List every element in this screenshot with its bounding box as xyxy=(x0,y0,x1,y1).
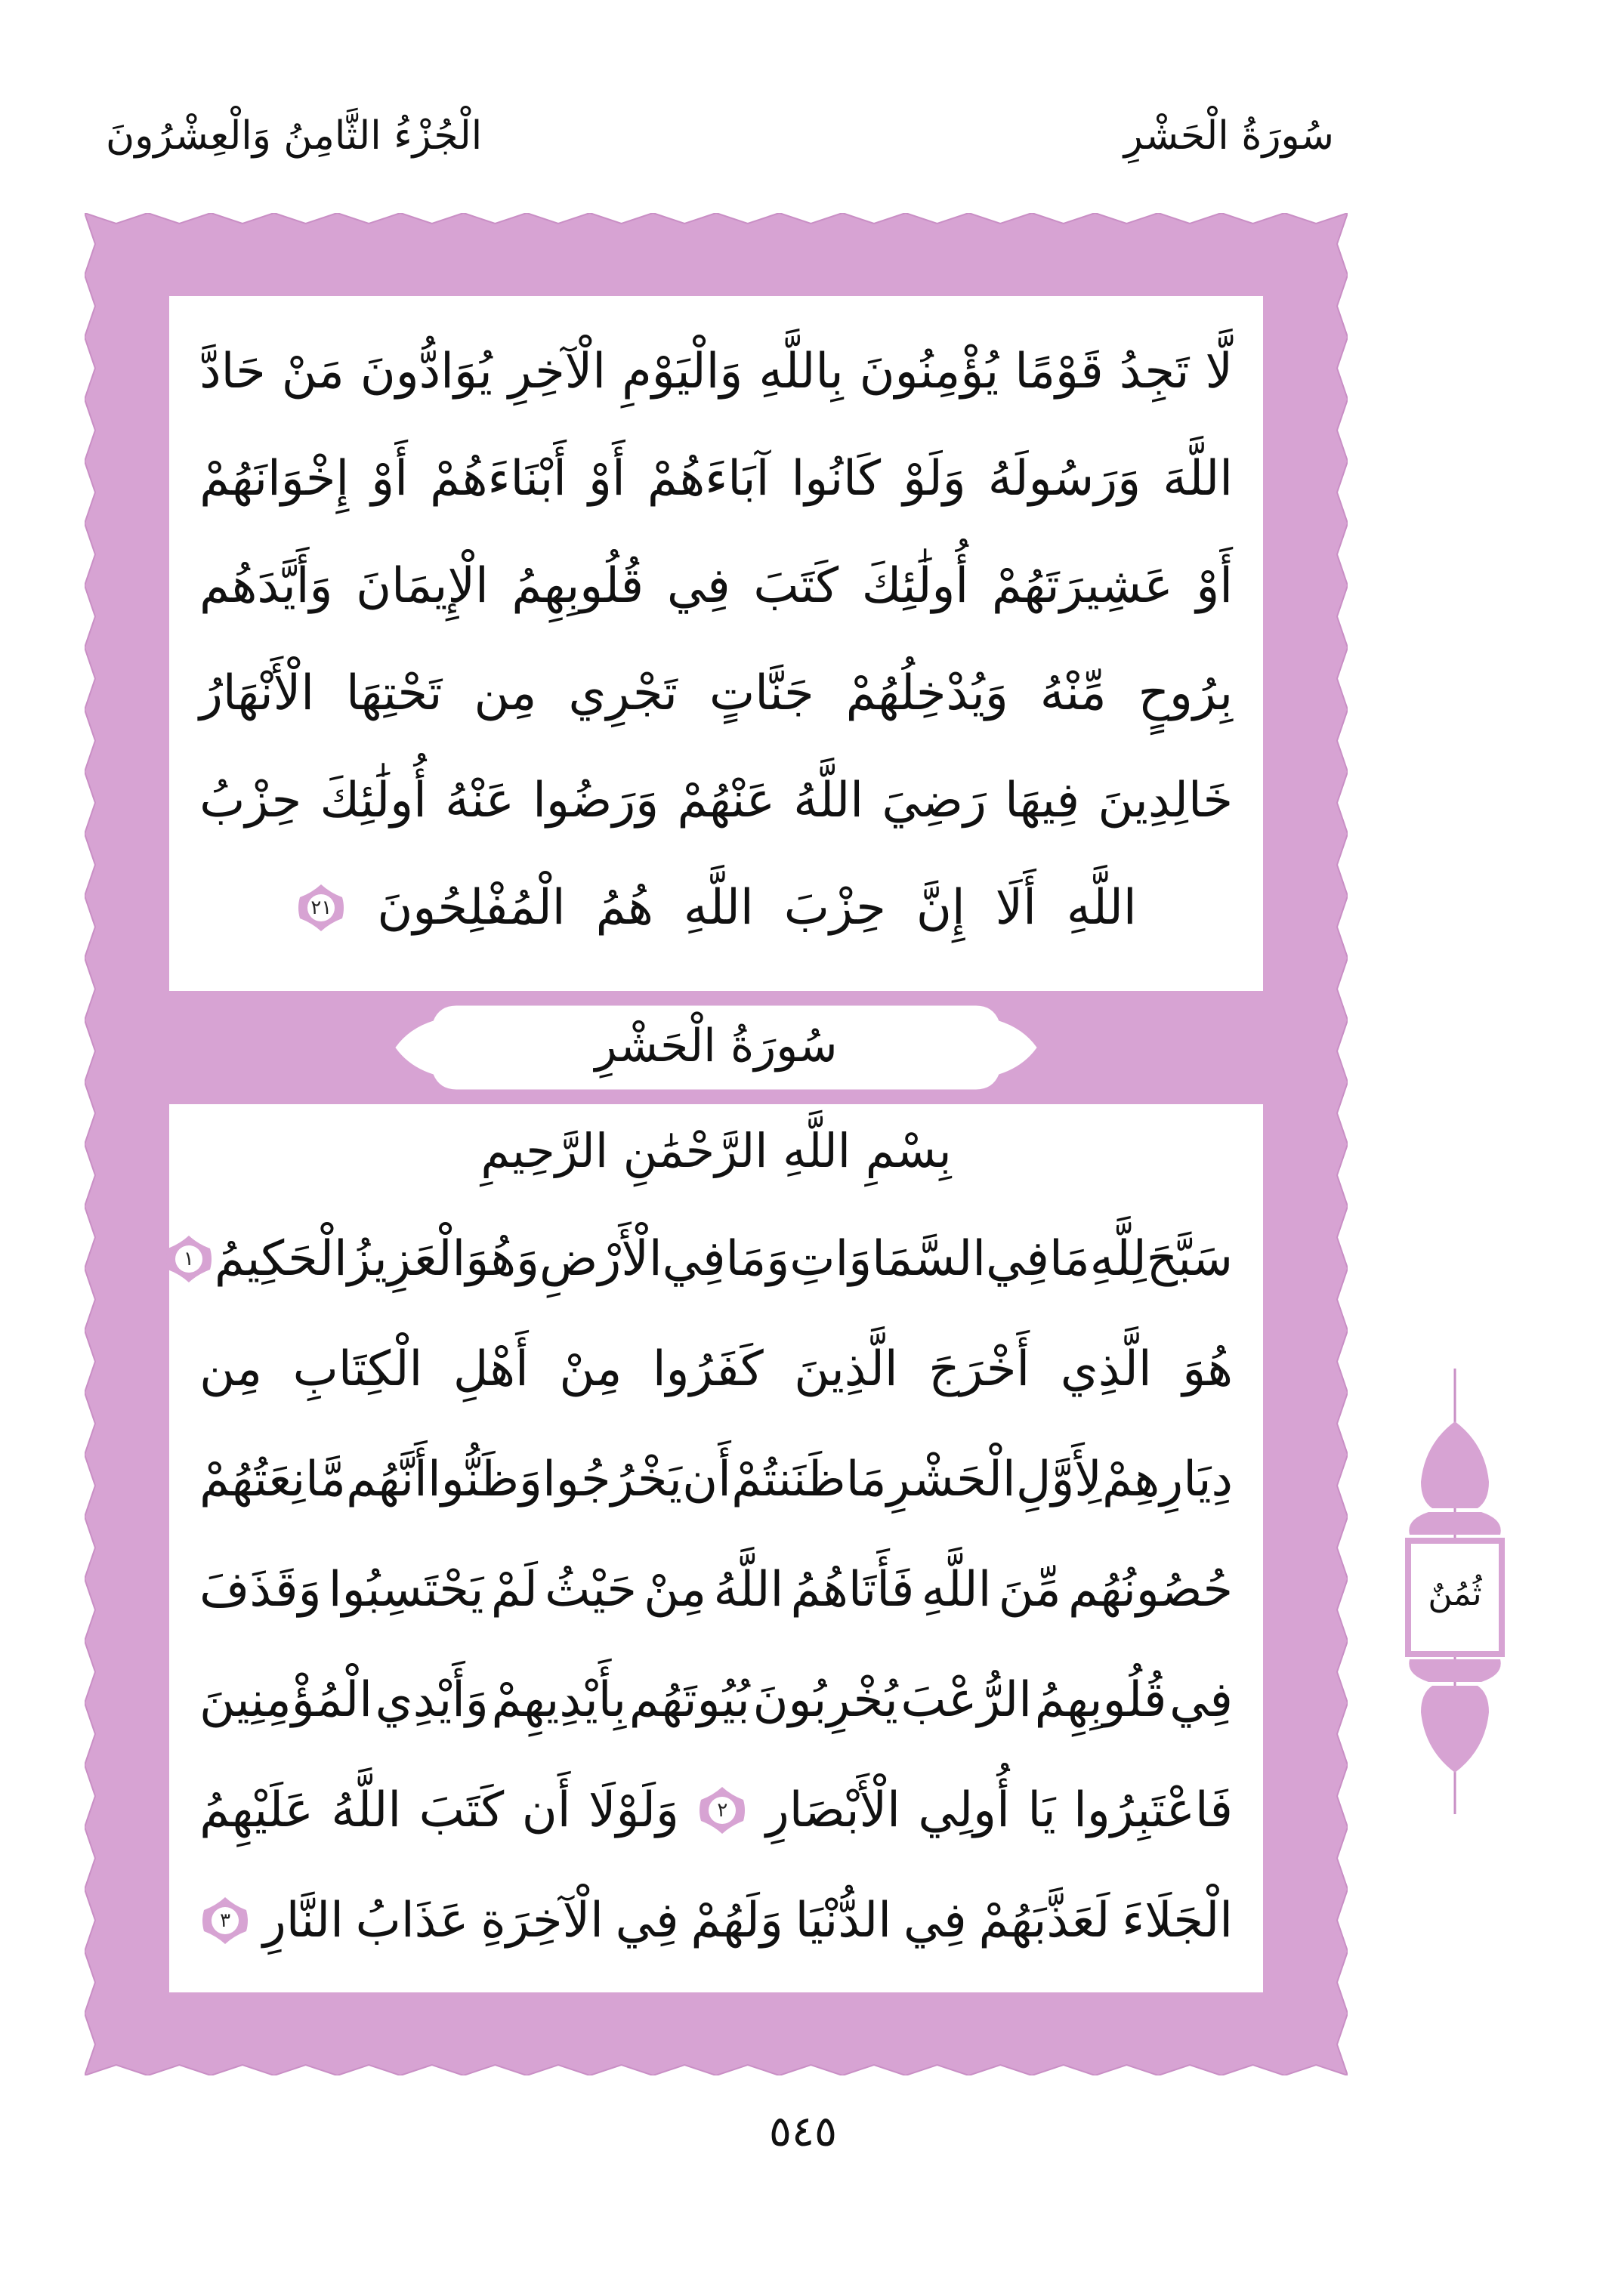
verse-word: اللَّهُ xyxy=(713,1562,784,1618)
basmala: بِسْمِ اللَّهِ الرَّحْمَٰنِ الرَّحِيمِ xyxy=(480,1123,952,1178)
verse-word: فِي xyxy=(1169,1672,1233,1728)
verse-word: اللَّهِ xyxy=(683,880,754,936)
verse-word: كَانُوا xyxy=(791,451,882,507)
verse-word: أَبْنَاءَهُمْ xyxy=(430,451,567,507)
verse-word: تَجْرِي xyxy=(568,665,678,721)
verse-word: السَّمَاوَاتِ xyxy=(789,1231,987,1287)
verse-word: فِيهَا xyxy=(1005,773,1080,829)
verse-word: دِيَارِهِمْ xyxy=(1101,1452,1233,1508)
verse-word: تَجِدُ xyxy=(1119,344,1190,400)
verse-word: الْأَبْصَارِ xyxy=(765,1782,900,1838)
ayah-number: ٢١ xyxy=(310,896,332,919)
verse-word: حِزْبُ xyxy=(199,773,302,829)
verse-word: وَلَهُمْ xyxy=(690,1893,783,1949)
verse-word: وَلَوْ xyxy=(903,451,966,507)
verse-word: فِي xyxy=(666,558,730,614)
verse-word: هُمُ xyxy=(595,880,653,936)
verse-word: الَّذِي xyxy=(1060,1341,1152,1397)
verse-word: بِاللَّهِ xyxy=(758,344,844,400)
verse-line xyxy=(199,755,1233,846)
verse-word: وَرَضُوا xyxy=(533,773,659,829)
verse-word: وَأَيَّدَهُم xyxy=(199,558,333,614)
verse-word: لِلَّهِ xyxy=(1089,1231,1147,1287)
verse-word: فِي xyxy=(615,1893,679,1949)
verse-word: هُوَ xyxy=(1182,1341,1233,1397)
verse-line xyxy=(199,1875,1233,1966)
verse-word: يُؤْمِنُونَ xyxy=(859,344,999,400)
ayah-number-marker xyxy=(163,1233,215,1285)
verse-word: فَأَتَاهُمُ xyxy=(790,1562,915,1618)
surah-title: سُورَةُ الْحَشْرِ xyxy=(595,1020,838,1072)
verse-word: قُلُوبِهِمُ xyxy=(511,558,644,614)
ayah-number: ١ xyxy=(183,1248,194,1270)
verse-line xyxy=(199,1545,1233,1635)
verse-word: عَشِيرَتَهُمْ xyxy=(991,558,1173,614)
page-number: ٥٤٥ xyxy=(768,2107,838,2156)
verse-word: الْحَشْرِ xyxy=(886,1452,1016,1508)
verse-word: وَقَذَفَ xyxy=(199,1562,322,1618)
verse-line xyxy=(199,1655,1233,1745)
verse-word: حَيْثُ xyxy=(545,1562,637,1618)
verse-line xyxy=(199,1434,1233,1525)
verse-word: وَالْيَوْمِ xyxy=(622,344,743,400)
verse-word: لِأَوَّلِ xyxy=(1015,1452,1102,1508)
verse-word: أَخْرَجَ xyxy=(928,1341,1030,1397)
verse-word: الْحَكِيمُ xyxy=(214,1231,347,1287)
verse-word: لَمْ xyxy=(490,1562,538,1618)
verse-word: لَّا xyxy=(1205,344,1233,400)
verse-word: فَاعْتَبِرُوا xyxy=(1073,1782,1233,1838)
verse-line xyxy=(199,1324,1233,1415)
verse-word: فِي xyxy=(986,1231,1049,1287)
verse-word: أُولِي xyxy=(918,1782,1010,1838)
verse-word: الْكِتَابِ xyxy=(292,1341,423,1397)
verse-word: الْآخِرَةِ xyxy=(480,1893,604,1949)
ayah-number-marker xyxy=(199,1895,251,1946)
verse-word: حِزْبَ xyxy=(783,880,886,936)
verse-word: وَيُدْخِلُهُمْ xyxy=(845,665,1008,721)
verse-word: أَن xyxy=(682,1452,731,1508)
verse-word: فِي xyxy=(903,1893,967,1949)
verse-word: جَنَّاتٍ xyxy=(709,665,814,721)
verse-word: اللَّهُ xyxy=(793,773,864,829)
verse-line xyxy=(183,1214,1233,1304)
verse-word: لَعَذَّبَهُمْ xyxy=(978,1893,1110,1949)
page-frame xyxy=(85,213,1348,2075)
verse-word: اللَّهِ xyxy=(1066,880,1137,936)
verse-word: وَأَيْدِي xyxy=(375,1672,489,1728)
verse-word: أَن xyxy=(521,1782,571,1838)
verse-line xyxy=(199,326,1233,417)
verse-word: وَمَا xyxy=(725,1231,790,1287)
verse-word: مَا xyxy=(1049,1231,1090,1287)
verse-word: تَحْتِهَا xyxy=(346,665,443,721)
verse-word: مِّنَ xyxy=(998,1562,1061,1618)
verse-word: يُخْرِبُونَ xyxy=(752,1672,898,1728)
verse-word: الدُّنْيَا xyxy=(795,1893,892,1949)
verse-word: النَّارِ xyxy=(262,1893,344,1949)
verse-word: الْجَلَاءَ xyxy=(1122,1893,1233,1949)
ayah-number-marker xyxy=(295,882,347,934)
verse-word: الْأَرْضِ xyxy=(539,1231,662,1287)
verse-word: خَالِدِينَ xyxy=(1098,773,1233,829)
verse-word: أُولَٰئِكَ xyxy=(320,773,427,829)
verse-word: عَذَابُ xyxy=(355,1893,469,1949)
verse-word: عَنْهُمْ xyxy=(677,773,776,829)
verse-word: مِّنْهُ xyxy=(1039,665,1107,721)
verse-word: فِي xyxy=(662,1231,726,1287)
verse-word: حُصُونُهُم xyxy=(1067,1562,1233,1618)
ayah-number-marker xyxy=(696,1785,748,1836)
surah-title-band xyxy=(169,991,1263,1104)
verse-word: أُولَٰئِكَ xyxy=(861,558,969,614)
verse-line xyxy=(199,434,1233,524)
verse-word: الْمُفْلِحُونَ xyxy=(377,880,566,936)
verse-line xyxy=(199,863,1233,953)
verse-word: ظَنَنتُمْ xyxy=(731,1452,846,1508)
verse-word: وَرَسُولَهُ xyxy=(987,451,1141,507)
verse-word: اللَّهُ xyxy=(331,1782,402,1838)
verse-word: مِن xyxy=(199,1341,263,1397)
verse-word: آبَاءَهُمْ xyxy=(647,451,770,507)
verse-word: سَبَّحَ xyxy=(1146,1231,1233,1287)
verse-line xyxy=(199,1765,1233,1856)
verse-word: وَظَنُّوا xyxy=(427,1452,542,1508)
verse-word: الرُّعْبَ xyxy=(900,1672,1033,1728)
verse-word: يُوَادُّونَ xyxy=(360,344,493,400)
verse-word: مَا xyxy=(845,1452,887,1508)
verse-line xyxy=(199,648,1233,739)
verse-line xyxy=(199,541,1233,631)
verse-word: بِرُوحٍ xyxy=(1138,665,1233,721)
verse-word: أَهْلِ xyxy=(452,1341,529,1397)
verse-word: إِنَّ xyxy=(916,880,965,936)
verse-word: عَلَيْهِمُ xyxy=(199,1782,313,1838)
verse-word: رَضِيَ xyxy=(882,773,987,829)
verse-word: قُلُوبِهِمُ xyxy=(1034,1672,1167,1728)
verse-word: الْإِيمَانَ xyxy=(356,558,489,614)
verse-word: الَّذِينَ xyxy=(794,1341,898,1397)
verse-word: اللَّهَ xyxy=(1163,451,1233,507)
verse-word: أَوْ xyxy=(1196,558,1233,614)
verse-word: قَوْمًا xyxy=(1015,344,1104,400)
running-header-surah: سُورَةُ الْحَشْرِ xyxy=(1123,113,1334,159)
verse-word: الْأَنْهَارُ xyxy=(199,665,314,721)
verse-word: الْآخِرِ xyxy=(508,344,607,400)
verse-word: الْمُؤْمِنِينَ xyxy=(199,1672,372,1728)
verse-word: مِن xyxy=(474,665,537,721)
verse-word: مَنْ xyxy=(281,344,344,400)
verse-word: أَوْ xyxy=(588,451,625,507)
ayah-number: ٣ xyxy=(220,1909,231,1932)
verse-word: مِنْ xyxy=(559,1341,622,1397)
verse-word: إِخْوَانَهُمْ xyxy=(199,451,350,507)
verse-word: أَوْ xyxy=(371,451,408,507)
ayah-number: ٢ xyxy=(717,1799,728,1822)
verse-word: بُيُوتَهُم xyxy=(629,1672,750,1728)
verse-word: كَتَبَ xyxy=(753,558,839,614)
verse-word: أَلَا xyxy=(995,880,1036,936)
verse-word: يَخْرُجُوا xyxy=(542,1452,682,1508)
verse-word: حَادَّ xyxy=(199,344,266,400)
verse-word: وَهُوَ xyxy=(465,1231,540,1287)
verse-word: مِنْ xyxy=(644,1562,707,1618)
verse-word: اللَّهِ xyxy=(921,1562,992,1618)
verse-word: كَفَرُوا xyxy=(652,1341,764,1397)
text-panel xyxy=(169,296,1263,1992)
verse-word: يَا xyxy=(1027,1782,1056,1838)
verse-word: وَلَوْلَا xyxy=(588,1782,679,1838)
verse-word: أَنَّهُم xyxy=(346,1452,428,1508)
verse-word: يَحْتَسِبُوا xyxy=(328,1562,484,1618)
verse-word: الْعَزِيزُ xyxy=(347,1231,466,1287)
thumun-label: ثُمُنٌ xyxy=(1428,1575,1482,1613)
verse-word: كَتَبَ xyxy=(418,1782,505,1838)
verse-word: مَّانِعَتُهُمْ xyxy=(199,1452,346,1508)
running-header-juz: الْجُزْءُ الثَّامِنُ وَالْعِشْرُونَ xyxy=(106,113,483,159)
verse-word: بِأَيْدِيهِمْ xyxy=(491,1672,627,1728)
verse-word: عَنْهُ xyxy=(445,773,514,829)
